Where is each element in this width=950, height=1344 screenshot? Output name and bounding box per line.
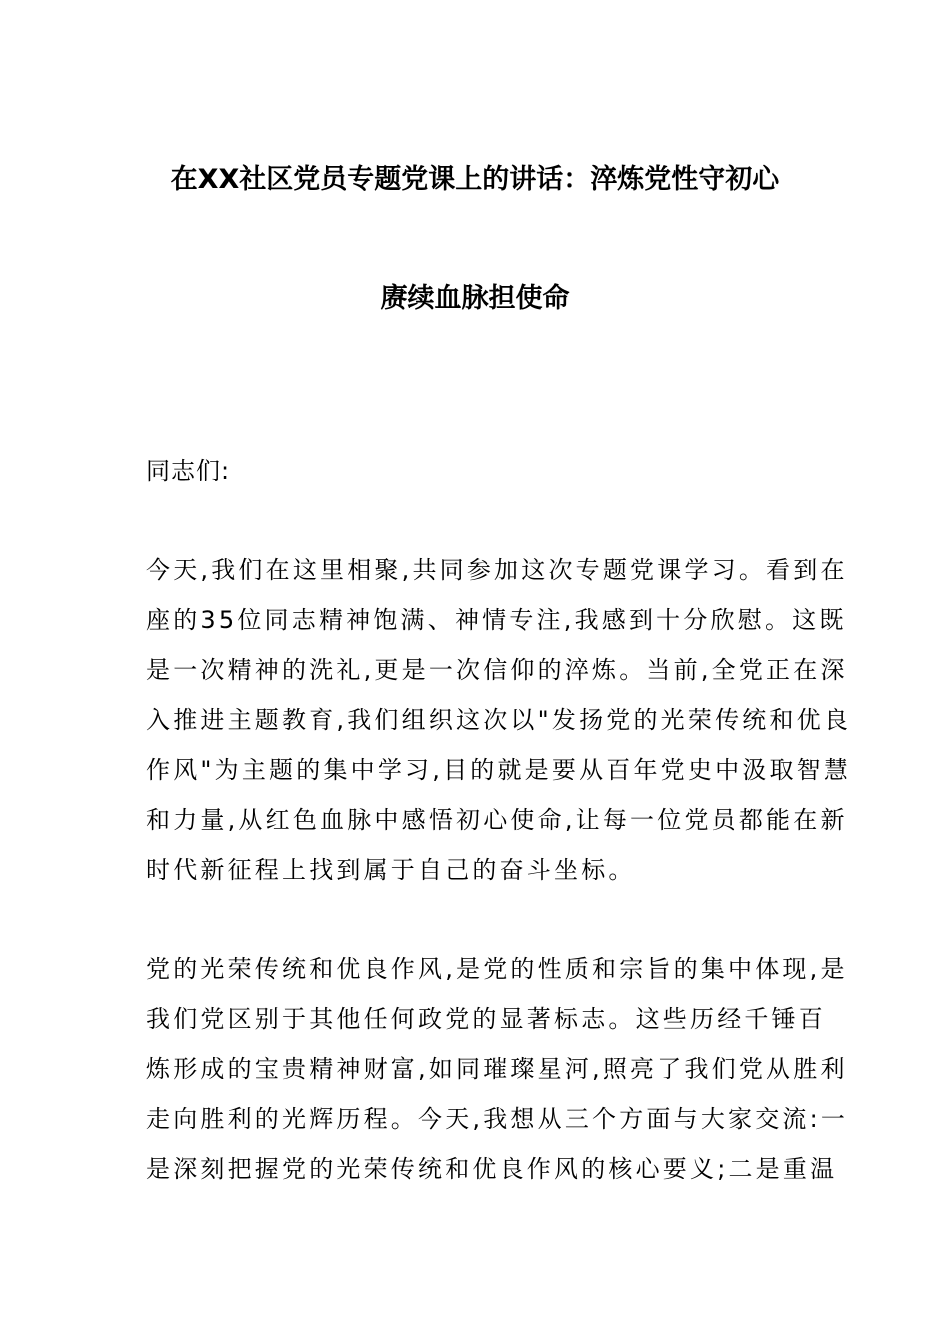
paragraph-line: 今天,我们在这里相聚,共同参加这次专题党课学习。看到在 xyxy=(146,556,848,584)
paragraph-line: 入推进主题教育,我们组织这次以"发扬党的光荣传统和优良 xyxy=(146,706,852,734)
paragraph-line: 时代新征程上找到属于自己的奋斗坐标。 xyxy=(146,856,636,884)
document-title-line-2: 赓续血脉担使命 xyxy=(380,283,570,314)
paragraph-line: 和力量,从红色血脉中感悟初心使命,让每一位党员都能在新 xyxy=(146,806,848,834)
paragraph-line: 走向胜利的光辉历程。今天,我想从三个方面与大家交流:一 xyxy=(146,1105,849,1133)
paragraph-line: 我们党区别于其他任何政党的显著标志。这些历经千锤百 xyxy=(146,1005,826,1033)
paragraph-line: 是深刻把握党的光荣传统和优良作风的核心要义;二是重温 xyxy=(146,1155,838,1183)
paragraph-line: 座的35位同志精神饱满、神情专注,我感到十分欣慰。这既 xyxy=(146,606,847,634)
paragraph-line: 是一次精神的洗礼,更是一次信仰的淬炼。当前,全党正在深 xyxy=(146,656,848,684)
paragraph-line: 作风"为主题的集中学习,目的就是要从百年党史中汲取智慧 xyxy=(146,756,852,784)
paragraph-1 xyxy=(146,545,852,895)
paragraph-2 xyxy=(146,944,849,1194)
paragraph-line: 党的光荣传统和优良作风,是党的性质和宗旨的集中体现,是 xyxy=(146,955,848,983)
document-title-line-1: 在XX社区党员专题党课上的讲话：淬炼党性守初心 xyxy=(170,164,780,195)
paragraph-line: 炼形成的宝贵精神财富,如同璀璨星河,照亮了我们党从胜利 xyxy=(146,1055,848,1083)
salutation: 同志们: xyxy=(146,457,231,485)
